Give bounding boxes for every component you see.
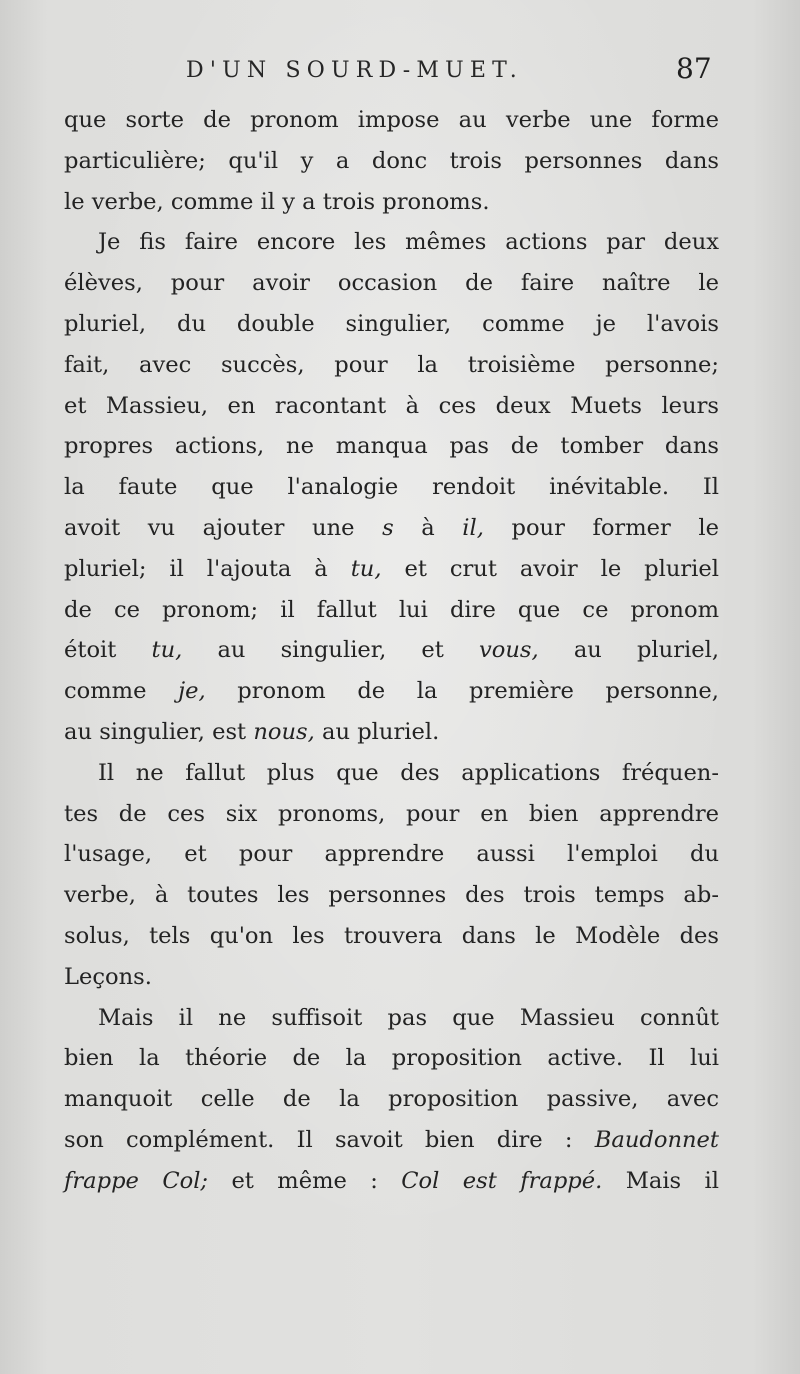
text-run: pluriel; il l'ajouta à <box>64 555 328 582</box>
text-line: la faute que l'analogie rendoit inévitable. Il <box>64 474 719 501</box>
text-run: à <box>421 514 435 541</box>
text-run: pronom de la première personne, <box>237 678 719 705</box>
text-line <box>64 1161 719 1202</box>
italic-run: Baudonnet <box>594 1126 719 1153</box>
text-run: comme <box>64 678 147 705</box>
text-run: au singulier, est <box>64 718 247 745</box>
text-line <box>64 630 719 671</box>
running-head: D'UN SOURD-MUET. <box>186 58 523 83</box>
page-number: 87 <box>676 52 712 85</box>
text-run: pour former le <box>511 514 719 541</box>
text-run: au pluriel. <box>322 718 440 745</box>
text-run: au singulier, et <box>217 637 444 664</box>
text-line: verbe, à toutes les personnes des trois temps ab- <box>64 882 719 909</box>
text-line: Il ne fallut plus que des applications fréquen- <box>98 759 719 786</box>
text-run: avoit vu ajouter une <box>64 514 355 541</box>
italic-run: frappe Col; <box>64 1167 209 1194</box>
text-line: tes de ces six pronoms, pour en bien apprendre <box>64 800 719 827</box>
body-text <box>64 100 719 1202</box>
text-line <box>64 671 719 712</box>
text-line: Je fis faire encore les mêmes actions par deux <box>98 229 719 256</box>
text-run: son complément. Il savoit bien dire : <box>64 1126 573 1153</box>
text-line: particulière; qu'il y a donc trois personnes dans <box>64 147 719 174</box>
text-line <box>64 549 719 590</box>
text-line: fait, avec succès, pour la troisième personne; <box>64 351 719 378</box>
page-header <box>0 52 800 96</box>
text-run: Mais il <box>625 1167 719 1194</box>
text-line: bien la théorie de la proposition active. Il lui <box>64 1045 719 1072</box>
italic-run: tu, <box>151 637 183 664</box>
text-run: et même : <box>231 1167 378 1194</box>
text-line <box>64 1120 719 1161</box>
text-line <box>64 712 719 753</box>
text-run: étoit <box>64 637 117 664</box>
text-line: pluriel, du double singulier, comme je l'avois <box>64 310 719 337</box>
italic-run: il, <box>462 514 484 541</box>
text-line: et Massieu, en racontant à ces deux Muets leurs <box>64 392 719 419</box>
text-line: Leçons. <box>64 963 152 990</box>
italic-run: s <box>382 514 394 541</box>
italic-run: vous, <box>478 637 539 664</box>
text-line: élèves, pour avoir occasion de faire naître le <box>64 270 719 297</box>
text-line: que sorte de pronom impose au verbe une forme <box>64 107 719 133</box>
text-line: le verbe, comme il y a trois pronoms. <box>64 188 490 215</box>
text-line: propres actions, ne manqua pas de tomber dans <box>64 433 719 460</box>
italic-run: nous, <box>253 718 315 745</box>
italic-run: tu, <box>350 555 382 582</box>
text-run: au pluriel, <box>573 637 719 664</box>
text-line <box>64 508 719 549</box>
text-line: de ce pronom; il fallut lui dire que ce pronom <box>64 596 719 623</box>
text-line: manquoit celle de la proposition passive, avec <box>64 1086 719 1113</box>
italic-run: je, <box>178 678 206 705</box>
text-line: Mais il ne suffisoit pas que Massieu connût <box>98 1004 719 1031</box>
text-run: et crut avoir le pluriel <box>404 555 719 582</box>
italic-run: Col est frappé. <box>401 1167 603 1194</box>
text-line: solus, tels qu'on les trouvera dans le Modèle des <box>64 922 719 949</box>
text-line: l'usage, et pour apprendre aussi l'emploi du <box>64 841 719 868</box>
